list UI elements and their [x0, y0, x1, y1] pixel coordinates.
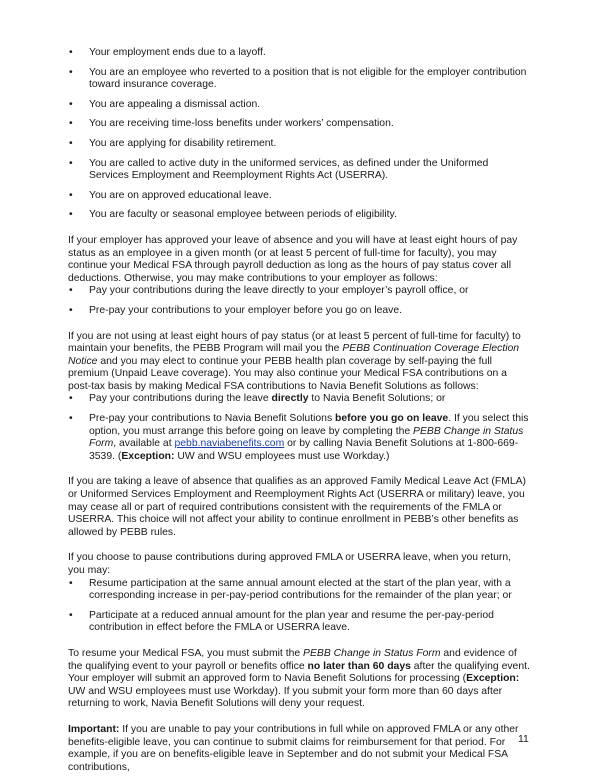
bullet-icon: • — [69, 393, 73, 405]
list-item: • You are called to active duty in the uniformed services, as defined under the Uniformed Services Employment and Reemployment Rights Act (USERRA). — [69, 157, 489, 182]
bullet-icon: • — [69, 285, 73, 297]
bullet-icon: • — [69, 209, 73, 221]
bullet-icon: • — [69, 118, 73, 130]
notice-title: PEBB Continuation Coverage Election Notice — [68, 343, 520, 367]
bullet-icon: • — [69, 66, 73, 78]
paragraph-pause-contributions: If you choose to pause contributions during approved FMLA or USERRA leave, when you return, you may: — [68, 552, 512, 576]
paragraph-important: Important: If you are unable to pay your contributions in full while on approved FMLA or any other benefits-eligible leave, you can continue to submit claims for reimbursement for that period. For example, if you are on benefits-eligible leave in September and do not submit your Medical FSA contributions, — [68, 723, 519, 773]
list-item: • Pay your contributions during the leave directly to Navia Benefit Solutions; or — [69, 393, 446, 405]
return-options-list — [68, 578, 530, 635]
bullet-icon: • — [69, 137, 73, 149]
list-item: • Resume participation at the same annual amount elected at the start of the plan year, with a corresponding increase in per-pay-period contributions for the remainder of the plan year; or — [69, 577, 512, 602]
bullet-icon: • — [69, 609, 73, 621]
paragraph-fmla-usserra: If you are taking a leave of absence that qualifies as an approved Family Medical Leave Act (FMLA) or Uniformed Services Employment and Reemployment Rights Act (USERRA or military) leave, you may cease all or part of required contributions consistent with the requirements of the FMLA or USERRA. This choice will not affect your ability to continue enrollment in PEBB’s other benefits as allowed by PEBB rules. — [68, 476, 527, 538]
bullet-icon: • — [69, 577, 73, 589]
document-page — [68, 47, 530, 774]
list-item: • You are receiving time-loss benefits under workers’ compensation. — [69, 118, 394, 130]
employer-options-list — [68, 285, 530, 317]
list-item: • You are applying for disability retirement. — [69, 137, 277, 149]
eligibility-bullet-list — [68, 47, 530, 222]
form-title: PEBB Change in Status Form — [89, 425, 524, 450]
bullet-icon: • — [69, 304, 73, 316]
bullet-icon: • — [69, 157, 73, 169]
list-item: • Pre-pay your contributions to Navia Benefit Solutions before you go on leave. If you select this option, you must arrange this before going on leave by completing the PEBB Change in Status Form, available at pebb.naviabenefits.com or by calling Navia Benefit Solutions at 1-800-669-3539. (Exception: UW and WSU employees must use Workday.) — [69, 413, 529, 462]
list-item: • You are on approved educational leave. — [69, 189, 272, 201]
important-label: Important: — [68, 723, 120, 735]
list-item: • Your employment ends due to a layoff. — [69, 47, 266, 58]
list-item: • Pay your contributions during the leave directly to your employer’s payroll office, or — [69, 285, 469, 297]
bullet-icon: • — [69, 413, 73, 425]
list-item: • Participate at a reduced annual amount for the plan year and resume the per-pay-period contribution in effect before the FMLA or USERRA leave. — [69, 609, 494, 634]
paragraph-resume-fsa: To resume your Medical FSA, you must submit the PEBB Change in Status Form and evidence of the qualifying event to your payroll or benefits office no later than 60 days after the qualifying event. Your employer will submit an approved form to Navia Benefit Solutions for processing (Exception: UW and WSU employees must use Workday). If you submit your form more than 60 days after returning to work, Navia Benefit Solutions will deny your request. — [68, 647, 530, 710]
bullet-icon: • — [69, 47, 73, 58]
bullet-icon: • — [69, 98, 73, 110]
list-item: • You are appealing a dismissal action. — [69, 98, 261, 110]
paragraph-payroll-deduction: If your employer has approved your leave of absence and you will have at least eight hours of pay status as an employee in a given month (or at least 5 percent of full-time for faculty), you may continue your Medical FSA through payroll deduction as long as the hours of pay status cover all deductions. Otherwise, you may make contributions to your employer as follows: — [68, 234, 518, 284]
paragraph-unpaid-leave: If you are not using at least eight hours of pay status (or at least 5 percent of full-time for faculty) to maintain your benefits, the PEBB Program will mail you the PEBB Continuation Coverage Election Notice and you may elect to continue your PEBB health plan coverage by self-paying the full premium (Unpaid Leave coverage). You may also continue your Medical FSA contributions on a post-tax basis by making Medical FSA contributions to Navia Benefit Solutions as follows: — [68, 330, 521, 392]
navia-options-list — [68, 393, 530, 463]
bullet-icon: • — [69, 189, 73, 201]
list-item: • You are faculty or seasonal employee between periods of eligibility. — [69, 209, 397, 221]
page-number: 11 — [518, 734, 529, 745]
form-title: PEBB Change in Status Form — [303, 647, 441, 659]
list-item: • Pre-pay your contributions to your employer before you go on leave. — [69, 304, 403, 316]
list-item: • You are an employee who reverted to a position that is not eligible for the employer contribution toward insurance coverage. — [69, 66, 527, 91]
navia-website-link[interactable]: pebb.naviabenefits.com — [174, 438, 285, 450]
